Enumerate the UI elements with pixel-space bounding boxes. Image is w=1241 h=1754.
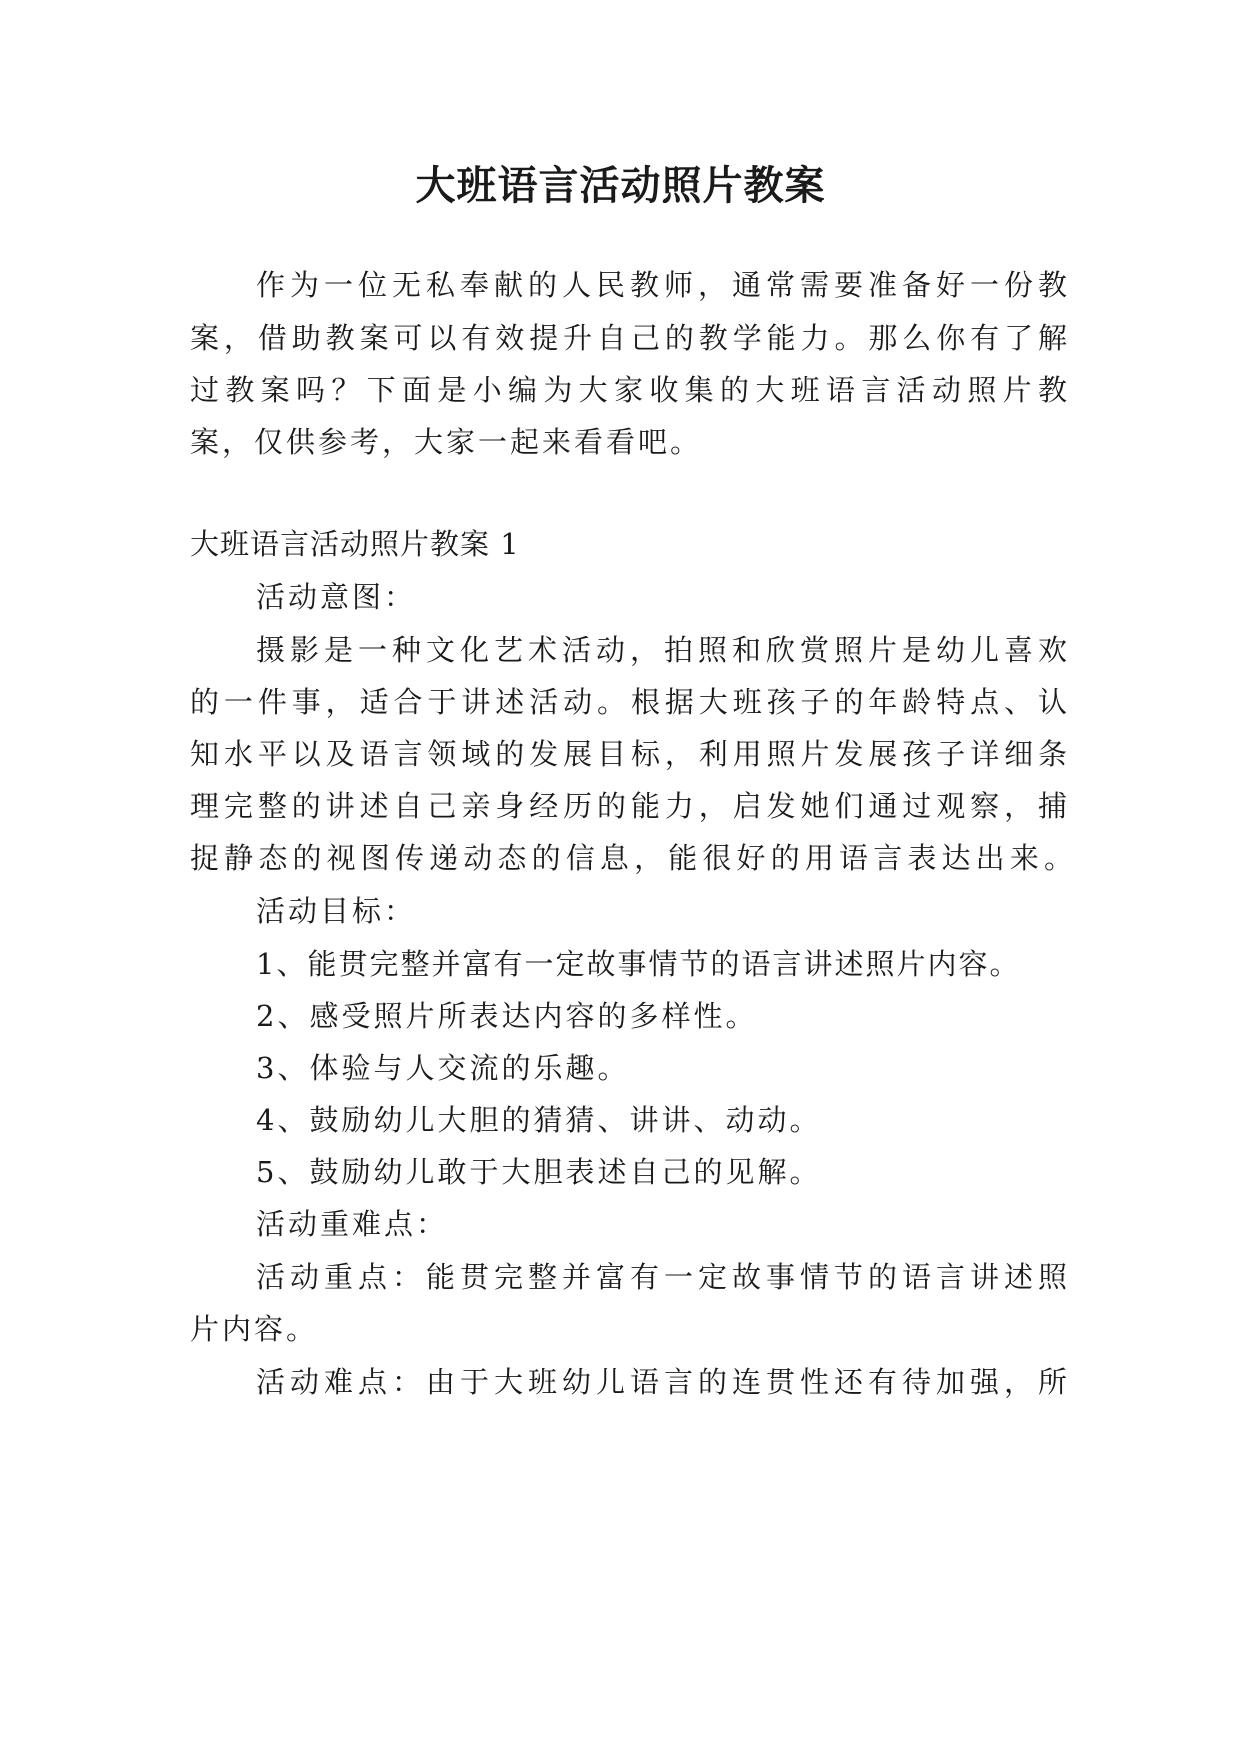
goal-item: 5、鼓励幼儿敢于大胆表述自己的见解。 (256, 1155, 822, 1189)
key-point-line: 活动重点：能贯完整并富有一定故事情节的语言讲述照 (256, 1260, 1070, 1294)
intent-line: 摄影是一种文化艺术活动，拍照和欣赏照片是幼儿喜欢 (256, 633, 1070, 667)
intro-line: 案，仅供参考，大家一起来看看吧。 (190, 425, 703, 459)
intent-line: 捉静态的视图传递动态的信息，能很好的用语言表达出来。 (190, 841, 1076, 875)
document-title: 大班语言活动照片教案 (415, 163, 826, 209)
intro-line: 案，借助教案可以有效提升自己的教学能力。那么你有了解 (190, 321, 1070, 355)
goal-item: 3、体验与人交流的乐趣。 (256, 1051, 630, 1085)
key-point-line: 片内容。 (190, 1312, 319, 1346)
difficulty-line: 活动难点：由于大班幼儿语言的连贯性还有待加强，所 (256, 1365, 1070, 1399)
intent-label: 活动意图： (256, 580, 417, 614)
intro-line: 作为一位无私奉献的人民教师，通常需要准备好一份教 (256, 268, 1070, 302)
key-points-label: 活动重难点： (256, 1207, 449, 1241)
goal-item: 1、能贯完整并富有一定故事情节的语言讲述照片内容。 (256, 947, 1021, 981)
goals-label: 活动目标： (256, 894, 417, 928)
intent-line: 知水平以及语言领域的发展目标，利用照片发展孩子详细条 (190, 737, 1070, 771)
intent-line: 理完整的讲述自己亲身经历的能力，启发她们通过观察，捕 (190, 789, 1070, 823)
section-heading: 大班语言活动照片教案 1 (190, 527, 520, 561)
goal-item: 4、鼓励幼儿大胆的猜猜、讲讲、动动。 (256, 1103, 822, 1137)
goal-item: 2、感受照片所表达内容的多样性。 (256, 999, 758, 1033)
intro-line: 过教案吗？下面是小编为大家收集的大班语言活动照片教 (190, 373, 1070, 407)
intent-line: 的一件事，适合于讲述活动。根据大班孩子的年龄特点、认 (190, 685, 1070, 719)
